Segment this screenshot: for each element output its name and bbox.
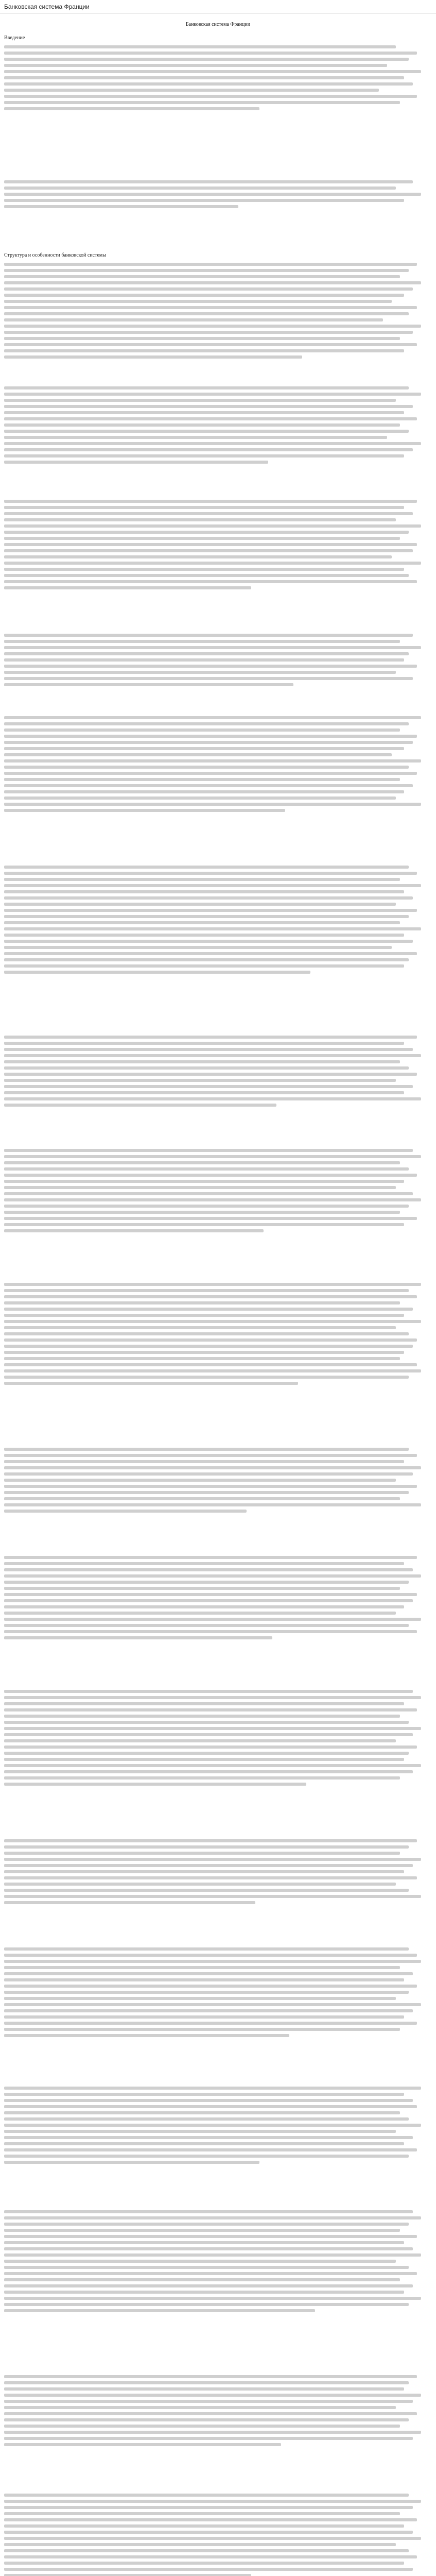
- paragraph-block: [4, 1556, 430, 1642]
- paragraph-block: [4, 500, 430, 592]
- paragraph-block: [4, 1690, 430, 1789]
- paragraph-block: [4, 634, 430, 689]
- paragraph-block: [4, 45, 430, 113]
- paragraph-block: [4, 866, 430, 977]
- document-body: [0, 15, 436, 2576]
- paragraph-block: [4, 1839, 430, 1907]
- paragraph-block: [4, 1036, 430, 1110]
- paragraph-block: [4, 1947, 430, 2040]
- paragraph-block: [4, 2494, 430, 2576]
- section-heading: Структура и особенности банковской системы: [4, 252, 106, 258]
- paragraph-block: [4, 263, 430, 362]
- section-heading: Введение: [4, 35, 25, 41]
- paragraph-block: [4, 2087, 430, 2167]
- paragraph-block: [4, 1283, 430, 1388]
- paragraph-block: [4, 2375, 430, 2449]
- page-title: Банковская система Франции: [0, 0, 436, 14]
- paragraph-block: [4, 716, 430, 815]
- paragraph-block: [4, 1448, 430, 1516]
- paragraph-block: [4, 1149, 430, 1235]
- paragraph-block: [4, 386, 430, 467]
- paragraph-block: [4, 180, 430, 211]
- document-title: Банковская система Франции: [185, 22, 251, 27]
- paragraph-block: [4, 2210, 430, 2315]
- page-header: [0, 0, 436, 14]
